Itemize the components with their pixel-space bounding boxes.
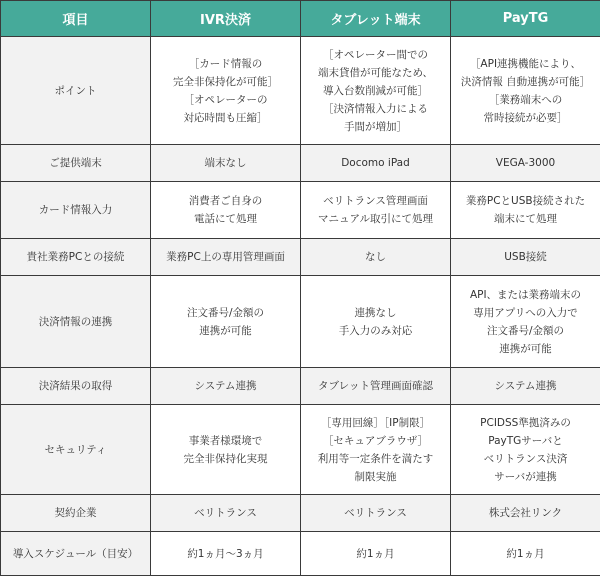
row-label: 決済情報の連携 [1,276,151,368]
cell-text: ［API連携機能により、 [454,55,597,73]
table-cell [451,239,600,276]
cell-text: サーバが連携 [454,468,597,486]
row-label: カード情報入力 [1,182,151,239]
table-cell [151,405,301,495]
table-cell [301,182,451,239]
cell-text: 専用アプリへの入力で [454,304,597,322]
cell-text: なし [304,248,447,266]
header-ivr: IVR決済 [151,1,301,37]
cell-text: ［オペレーターの [154,91,297,109]
table-cell [451,182,600,239]
table-cell [151,182,301,239]
cell-text: 常時接続が必要］ [454,109,597,127]
table-cell [451,145,600,182]
cell-text: タブレット管理画面確認 [304,377,447,395]
table-row [1,495,600,532]
cell-text: 注文番号/金額の [454,322,597,340]
cell-text: USB接続 [454,248,597,266]
table-row [1,276,600,368]
table-cell [151,239,301,276]
table-cell [151,276,301,368]
table-row [1,239,600,276]
table-cell [301,532,451,576]
cell-text: 完全非保持化が可能］ [154,73,297,91]
cell-text: 完全非保持化実現 [154,450,297,468]
table-cell [451,276,600,368]
table-cell [451,405,600,495]
cell-text: マニュアル取引にて処理 [304,210,447,228]
cell-text: 連携が可能 [454,340,597,358]
table-cell [451,37,600,145]
cell-text: PayTGサーバと [454,432,597,450]
table-header-row [1,1,600,37]
cell-text: ［決済情報入力による [304,100,447,118]
cell-text: 利用等一定条件を満たす [304,450,447,468]
table-row [1,368,600,405]
cell-text: 電話にて処理 [154,210,297,228]
cell-text: システム連携 [454,377,597,395]
cell-text: 制限実施 [304,468,447,486]
row-label: 契約企業 [1,495,151,532]
cell-text: ［専用回線］［IP制限］ [304,414,447,432]
cell-text: VEGA-3000 [454,154,597,172]
cell-text: ［業務端末への [454,91,597,109]
row-label: 貴社業務PCとの接続 [1,239,151,276]
cell-text: 注文番号/金額の [154,304,297,322]
cell-text: ベリトランス [304,504,447,522]
table-cell [301,239,451,276]
table-row [1,145,600,182]
cell-text: システム連携 [154,377,297,395]
cell-text: 連携が可能 [154,322,297,340]
table-cell [151,145,301,182]
header-item: 項目 [1,1,151,37]
cell-text: ベリトランス管理画面 [304,192,447,210]
cell-text: 約1ヵ月 [304,545,447,563]
cell-text: 連携なし [304,304,447,322]
table-cell [301,368,451,405]
row-label: 決済結果の取得 [1,368,151,405]
cell-text: 事業者様環境で [154,432,297,450]
table-cell [151,532,301,576]
table-row [1,532,600,576]
cell-text: 対応時間も圧縮］ [154,109,297,127]
cell-text: 約1ヵ月〜3ヵ月 [154,545,297,563]
cell-text: ［セキュアブラウザ］ [304,432,447,450]
table-row [1,405,600,495]
table-cell [151,495,301,532]
row-label: セキュリティ [1,405,151,495]
cell-text: API、または業務端末の [454,286,597,304]
table-cell [451,532,600,576]
table-row [1,37,600,145]
table-cell [301,276,451,368]
cell-text: 消費者ご自身の [154,192,297,210]
cell-text: 約1ヵ月 [454,545,597,563]
row-label: ご提供端末 [1,145,151,182]
table-row [1,182,600,239]
row-label: 導入スケジュール（目安） [1,532,151,576]
cell-text: Docomo iPad [304,154,447,172]
cell-text: 決済情報 自動連携が可能］ [454,73,597,91]
cell-text: ［オペレーター間での [304,46,447,64]
table-cell [451,495,600,532]
cell-text: ベリトランス [154,504,297,522]
cell-text: 手入力のみ対応 [304,322,447,340]
cell-text: 業務PC上の専用管理画面 [154,248,297,266]
cell-text: PCIDSS準拠済みの [454,414,597,432]
cell-text: ベリトランス決済 [454,450,597,468]
cell-text: 端末にて処理 [454,210,597,228]
table-cell [301,495,451,532]
table-cell [451,368,600,405]
cell-text: 株式会社リンク [454,504,597,522]
cell-text: 手間が増加］ [304,118,447,136]
cell-text: 導入台数削減が可能］ [304,82,447,100]
cell-text: ［カード情報の [154,55,297,73]
table-cell [151,37,301,145]
table-cell [151,368,301,405]
header-tablet: タブレット端末 [301,1,451,37]
cell-text: 業務PCとUSB接続された [454,192,597,210]
row-label: ポイント [1,37,151,145]
header-paytg: PayTG [451,1,600,37]
table-cell [301,37,451,145]
table-cell [301,405,451,495]
table-body [1,37,600,576]
table-cell [301,145,451,182]
cell-text: 端末なし [154,154,297,172]
cell-text: 端末貸借が可能なため、 [304,64,447,82]
